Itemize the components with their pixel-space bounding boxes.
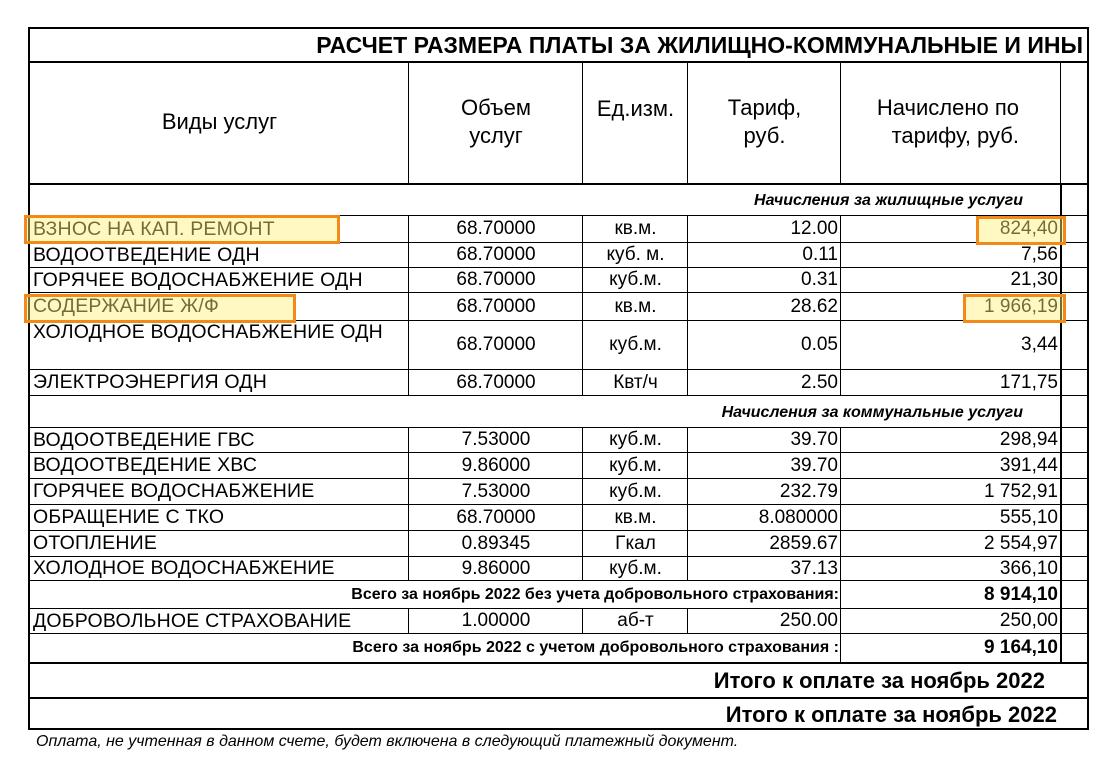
service-name: ГОРЯЧЕЕ ВОДОСНАБЖЕНИЕ <box>33 480 315 502</box>
service-name: ЭЛЕКТРОЭНЕРГИЯ ОДН <box>33 371 268 393</box>
service-charged: 21,30 <box>1010 269 1058 290</box>
service-name: ОТОПЛЕНИЕ <box>33 532 158 554</box>
footnote: Оплата, не учтенная в данном счете, будет включена в следующий платежный документ. <box>36 733 739 750</box>
table-row <box>30 370 1087 395</box>
service-charged: 298,94 <box>999 429 1058 450</box>
service-unit: кв.м. <box>614 506 657 528</box>
service-volume: 68.70000 <box>456 371 536 393</box>
service-name: ОБРАЩЕНИЕ С ТКО <box>33 506 225 528</box>
total-without-insurance-value: 8 914,10 <box>984 584 1058 605</box>
communal-section-label: Начисления за коммунальные услуги <box>721 404 1023 421</box>
service-tariff: 0.11 <box>802 244 838 265</box>
service-unit: аб-т <box>617 610 654 631</box>
table-row <box>30 557 1087 580</box>
service-name: ВЗНОС НА КАП. РЕМОНТ <box>33 217 275 240</box>
table-row <box>30 453 1087 478</box>
service-name: ВОДООТВЕДЕНИЕ ОДН <box>33 243 260 266</box>
table-row <box>30 609 1087 633</box>
service-charged: 391,44 <box>999 454 1058 476</box>
service-tariff: 12.00 <box>790 218 838 239</box>
header-volume: Объем услуг <box>460 95 532 148</box>
service-volume: 68.70000 <box>456 334 536 355</box>
service-charged: 7,56 <box>1021 244 1058 265</box>
service-volume: 68.70000 <box>456 506 536 528</box>
service-unit: кв.м. <box>614 218 657 239</box>
total-with-insurance-value: 9 164,10 <box>984 637 1058 658</box>
service-tariff: 28.62 <box>790 295 838 317</box>
service-name: ХОЛОДНОЕ ВОДОСНАБЖЕНИЕ <box>33 557 335 579</box>
table-header <box>30 61 1087 185</box>
highlight-soderzhanie-sum <box>963 294 1066 323</box>
table-row <box>30 243 1087 267</box>
total-without-insurance-label: Всего за ноябрь 2022 без учета добровольного страхования: <box>351 586 839 603</box>
highlight-kap-remont-name <box>24 215 340 244</box>
service-unit: куб. м. <box>606 244 665 265</box>
total-with-insurance-label: Всего за ноябрь 2022 с учетом добровольного страхования : <box>352 639 839 656</box>
service-volume: 68.70000 <box>456 295 536 317</box>
service-volume: 7.53000 <box>461 429 531 450</box>
service-name: ХОЛОДНОЕ ВОДОСНАБЖЕНИЕ ОДН <box>33 321 383 343</box>
service-unit: Гкал <box>615 532 656 554</box>
service-unit: куб.м. <box>609 557 662 579</box>
service-name: СОДЕРЖАНИЕ Ж/Ф <box>33 295 219 317</box>
service-name: ГОРЯЧЕЕ ВОДОСНАБЖЕНИЕ ОДН <box>33 268 363 291</box>
service-unit: Квт/ч <box>613 371 658 393</box>
service-charged: 1 966,19 <box>984 295 1058 317</box>
header-unit: Ед.изм. <box>596 96 675 121</box>
table-row <box>30 479 1087 504</box>
service-tariff: 37.13 <box>790 557 838 579</box>
header-service: Виды услуг <box>161 109 278 134</box>
billing-table <box>28 27 1089 730</box>
service-volume: 9.86000 <box>461 454 531 476</box>
service-charged: 366,10 <box>999 557 1058 579</box>
service-unit: кв.м. <box>614 295 657 317</box>
itogo-label-1: Итого к оплате за ноябрь 2022 <box>713 668 1045 693</box>
table-row <box>30 268 1087 292</box>
service-volume: 1.00000 <box>461 610 531 631</box>
table-row <box>30 505 1087 530</box>
service-tariff: 0.05 <box>801 334 838 355</box>
service-volume: 9.86000 <box>461 557 531 579</box>
service-unit: куб.м. <box>609 334 662 355</box>
housing-section-label: Начисления за жилищные услуги <box>754 192 1023 209</box>
service-unit: куб.м. <box>609 480 662 502</box>
service-unit: куб.м. <box>609 454 662 476</box>
service-volume: 68.70000 <box>456 218 536 239</box>
service-tariff: 0.31 <box>801 269 838 290</box>
service-charged: 2 554,97 <box>984 532 1058 554</box>
header-tariff: Тариф, руб. <box>727 95 802 148</box>
service-name: ВОДООТВЕДЕНИЕ ГВС <box>33 428 255 451</box>
service-unit: куб.м. <box>609 269 662 290</box>
service-volume: 68.70000 <box>456 269 536 290</box>
service-name: ДОБРОВОЛЬНОЕ СТРАХОВАНИЕ <box>33 609 352 632</box>
header-charged: Начислено по тарифу, руб. <box>876 95 1019 148</box>
service-tariff: 232.79 <box>779 480 838 502</box>
service-tariff: 8.080000 <box>758 506 838 528</box>
service-volume: 0.89345 <box>461 532 531 554</box>
service-tariff: 250.00 <box>779 610 838 631</box>
document-title: РАСЧЕТ РАЗМЕРА ПЛАТЫ ЗА ЖИЛИЩНО-КОММУНАЛЬНЫЕ И ИНЫ <box>30 29 1087 63</box>
service-charged: 555,10 <box>999 506 1058 528</box>
service-unit: куб.м. <box>609 429 662 450</box>
highlight-kap-remont-sum <box>976 216 1066 245</box>
service-charged: 3,44 <box>1021 334 1058 355</box>
service-charged: 824,40 <box>999 218 1058 239</box>
service-charged: 250,00 <box>999 610 1058 631</box>
service-charged: 171,75 <box>999 371 1058 393</box>
table-row <box>30 321 1087 369</box>
service-volume: 68.70000 <box>456 244 536 265</box>
service-tariff: 39.70 <box>790 454 838 476</box>
service-name: ВОДООТВЕДЕНИЕ ХВС <box>33 454 258 476</box>
highlight-soderzhanie-name <box>24 294 296 323</box>
service-tariff: 2.50 <box>801 371 838 393</box>
service-volume: 7.53000 <box>461 480 531 502</box>
service-charged: 1 752,91 <box>984 480 1058 502</box>
table-row <box>30 531 1087 556</box>
itogo-label-2: Итого к оплате за ноябрь 2022 <box>725 702 1057 727</box>
table-row <box>30 428 1087 452</box>
service-tariff: 39.70 <box>790 429 838 450</box>
service-tariff: 2859.67 <box>769 532 838 554</box>
